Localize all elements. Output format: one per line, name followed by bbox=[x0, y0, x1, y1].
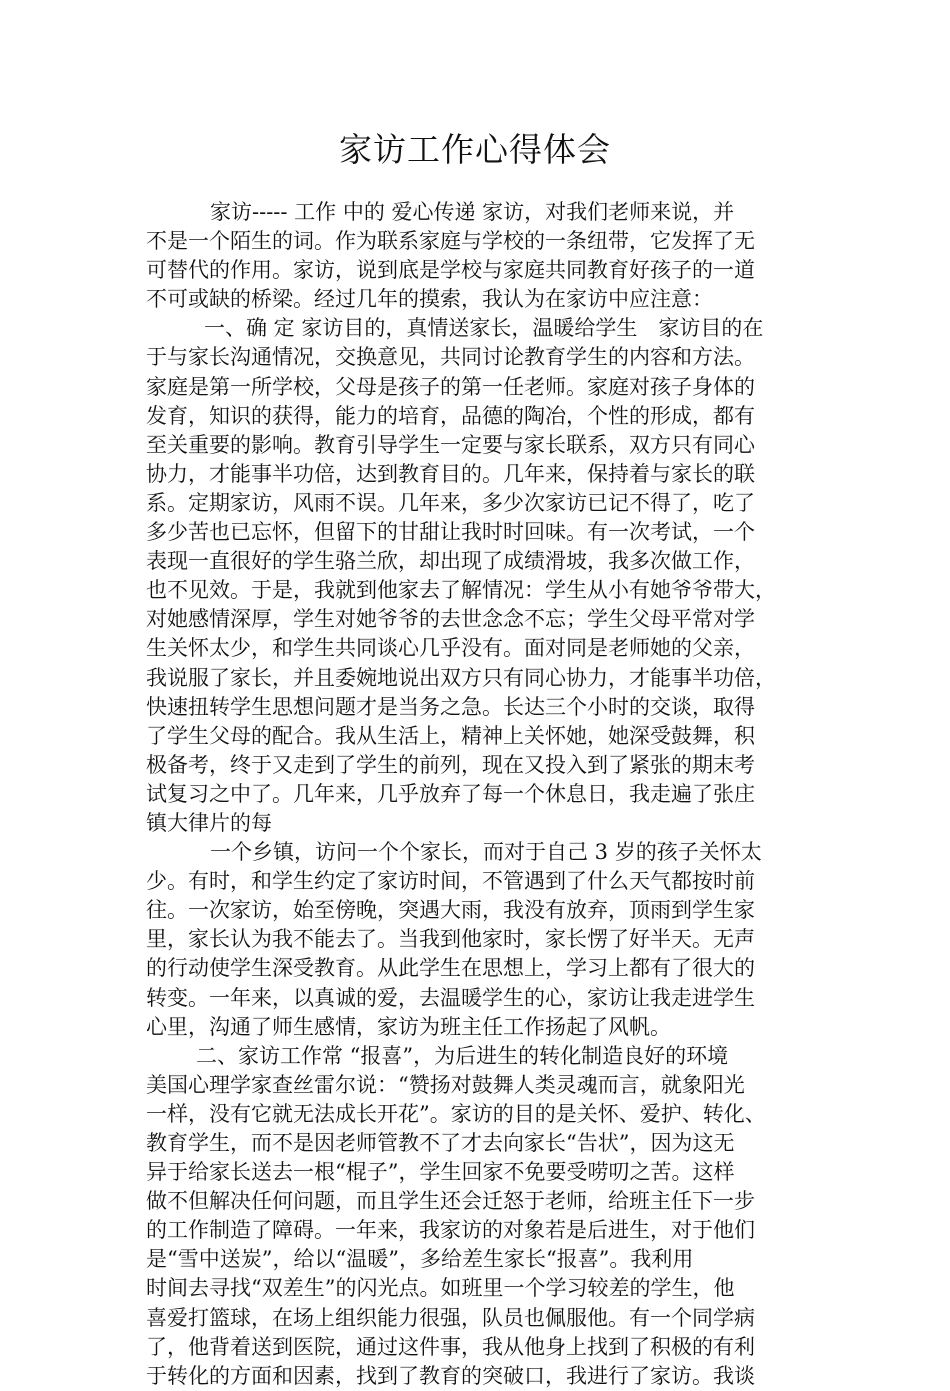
text-line: 于与家长沟通情况，交换意见，共同讨论教育学生的内容和方法。 bbox=[146, 345, 755, 370]
text-line: 的工作制造了障碍。一年来，我家访的对象若是后进生，对于他们 bbox=[146, 1218, 755, 1243]
text-line: 是“雪中送炭”，给以“温暖”，多给差生家长“报喜”。我利用 bbox=[146, 1247, 694, 1272]
text-line: 发育，知识的获得，能力的培育，品德的陶冶，个性的形成，都有 bbox=[146, 403, 755, 428]
text-line: 至关重要的影响。教育引导学生一定要与家长联系，双方只有同心 bbox=[146, 432, 755, 457]
text-line: 对她感情深厚，学生对她爷爷的去世念念不忘；学生父母平常对学 bbox=[146, 607, 755, 632]
text-line: 不可或缺的桥梁。经过几年的摸索，我认为在家访中应注意： bbox=[146, 287, 713, 312]
text-line: 一个乡镇，访问一个个家长，而对于自己 3 岁的孩子关怀太 bbox=[210, 840, 762, 865]
text-line: 少。有时，和学生约定了家访时间，不管遇到了什么天气都按时前 bbox=[146, 869, 755, 894]
text-line: 协力，才能事半功倍，达到教育目的。几年来，保持着与家长的联 bbox=[146, 461, 755, 486]
text-line: 我说服了家长，并且委婉地说出双方只有同心协力，才能事半功倍， bbox=[146, 665, 776, 690]
text-line: 的行动使学生深受教育。从此学生在思想上，学习上都有了很大的 bbox=[146, 956, 755, 981]
text-line: 于转化的方面和因素，找到了教育的突破口，我进行了家访。我谈 bbox=[146, 1363, 755, 1388]
text-line: 表现一直很好的学生骆兰欣，却出现了成绩滑坡，我多次做工作， bbox=[146, 549, 755, 574]
text-line: 一、确 定 家访目的，真情送家长，温暖给学生 家访目的在 bbox=[204, 316, 764, 341]
text-line: 试复习之中了。几年来，几乎放弃了每一个休息日，我走遍了张庄 bbox=[146, 781, 755, 806]
text-line: 不是一个陌生的词。作为联系家庭与学校的一条纽带，它发挥了无 bbox=[146, 229, 755, 254]
text-line: 极备考，终于又走到了学生的前列，现在又投入到了紧张的期末考 bbox=[146, 752, 755, 777]
document-title: 家访工作心得体会 bbox=[339, 130, 611, 169]
text-line: 异于给家长送去一根“棍子”，学生回家不免要受唠叨之苦。这样 bbox=[146, 1160, 735, 1185]
text-line: 一样，没有它就无法成长开花”。家访的目的是关怀、爱护、转化、 bbox=[146, 1101, 766, 1126]
text-line: 快速扭转学生思想问题才是当务之急。长达三个小时的交谈，取得 bbox=[146, 694, 755, 719]
text-line: 多少苦也已忘怀，但留下的甘甜让我时时回味。有一次考试，一个 bbox=[146, 520, 755, 545]
text-line: 美国心理学家查丝雷尔说：“赞扬对鼓舞人类灵魂而言，就象阳光 bbox=[146, 1072, 745, 1097]
text-line: 家庭是第一所学校，父母是孩子的第一任老师。家庭对孩子身体的 bbox=[146, 374, 755, 399]
text-line: 可替代的作用。家访，说到底是学校与家庭共同教育好孩子的一道 bbox=[146, 258, 755, 283]
text-line: 镇大律片的每 bbox=[146, 810, 272, 835]
text-line: 了，他背着送到医院，通过这件事，我从他身上找到了积极的有利 bbox=[146, 1334, 755, 1359]
text-line: 也不见效。于是，我就到他家去了解情况：学生从小有她爷爷带大， bbox=[146, 578, 776, 603]
text-line: 心里，沟通了师生感情，家访为班主任工作扬起了风帆。 bbox=[146, 1014, 671, 1039]
text-line: 做不但解决任何问题，而且学生还会迁怒于老师，给班主任下一步 bbox=[146, 1189, 755, 1214]
document-body bbox=[146, 198, 811, 1391]
text-line: 了学生父母的配合。我从生活上，精神上关怀她，她深受鼓舞，积 bbox=[146, 723, 755, 748]
text-line: 系。定期家访，风雨不误。几年来，多少次家访已记不得了，吃了 bbox=[146, 490, 755, 515]
text-line: 生关怀太少，和学生共同谈心几乎没有。面对同是老师她的父亲， bbox=[146, 636, 755, 661]
text-line: 转变。一年来，以真诚的爱，去温暖学生的心，家访让我走进学生 bbox=[146, 985, 755, 1010]
text-line: 二、家访工作常 “报喜”，为后进生的转化制造良好的环境 bbox=[196, 1043, 729, 1068]
text-line: 时间去寻找“双差生”的闪光点。如班里一个学习较差的学生，他 bbox=[146, 1276, 735, 1301]
text-line: 教育学生，而不是因老师管教不了才去向家长“告状”，因为这无 bbox=[146, 1131, 735, 1155]
text-line: 里，家长认为我不能去了。当我到他家时，家长愣了好半天。无声 bbox=[146, 927, 755, 952]
text-line: 家访----- 工作 中的 爱心传递 家访，对我们老师来说，并 bbox=[210, 200, 735, 224]
text-line: 往。一次家访，始至傍晚，突遇大雨，我没有放弃，顶雨到学生家 bbox=[146, 898, 755, 923]
text-line: 喜爱打篮球，在场上组织能力很强，队员也佩服他。有一个同学病 bbox=[146, 1305, 755, 1330]
